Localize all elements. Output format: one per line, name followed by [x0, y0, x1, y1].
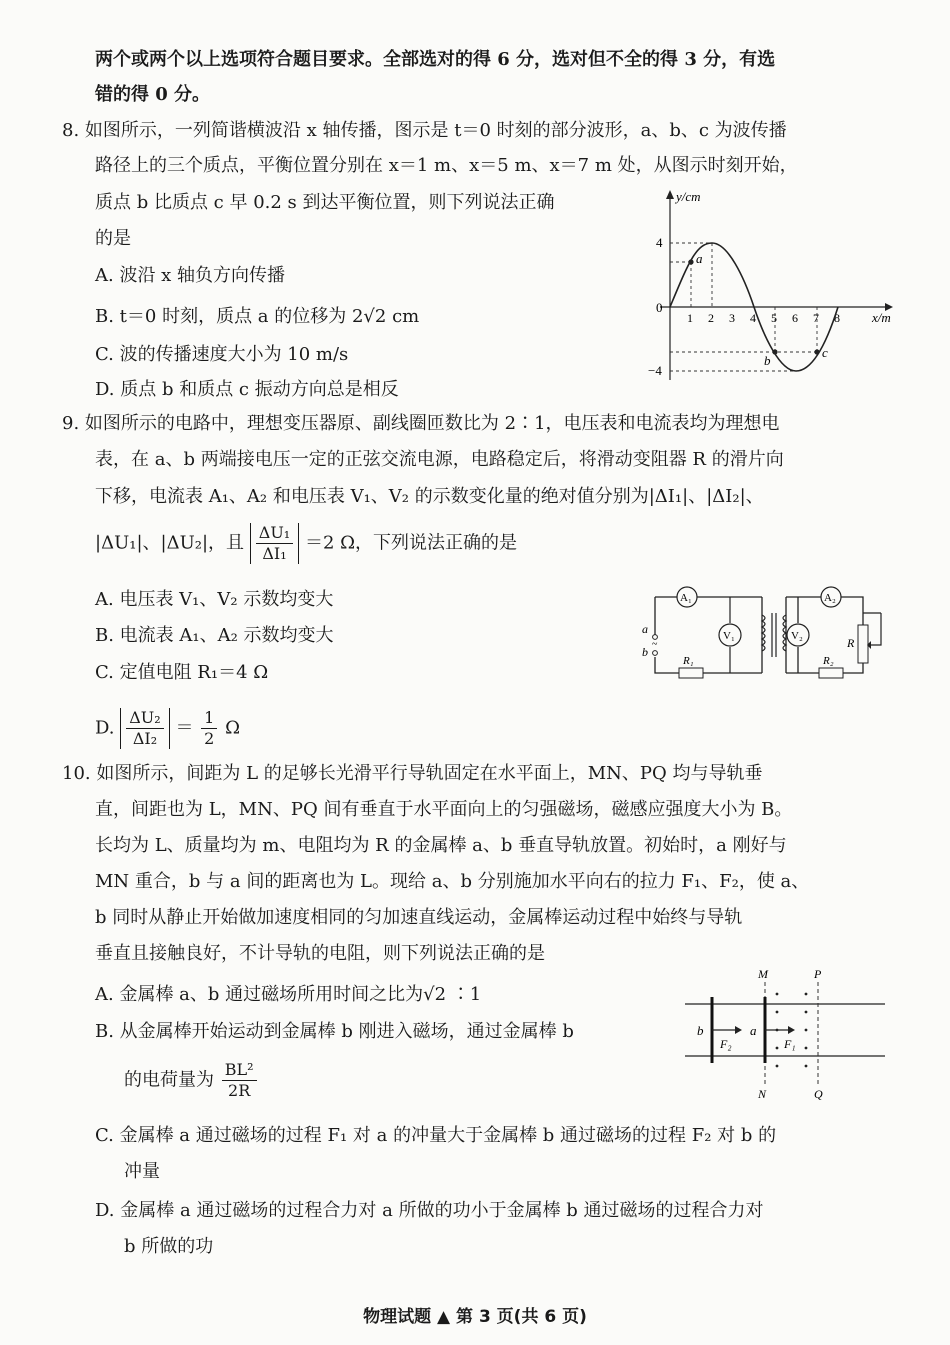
q8-wave-graph: [640, 185, 900, 390]
y-axis-arrow: [666, 190, 674, 199]
q9-stem-line4-prefix: |ΔU₁|、|ΔU₂|，且: [95, 532, 245, 554]
rod-b-label: b: [697, 1023, 704, 1038]
q10-b-den: 2R: [228, 1081, 251, 1100]
q10-option-b-line1: B. 从金属棒开始运动到金属棒 b 刚进入磁场，通过金属棒 b: [95, 1021, 574, 1042]
x-tick-6: 6: [792, 311, 798, 325]
rheostat-r: [858, 625, 868, 663]
voltmeter-v2-label: V₂: [791, 630, 803, 642]
q10-stem-line2: 直，间距也为 L，MN、PQ 间有垂直于水平面向上的匀强磁场，磁感应强度大小为 B。: [95, 799, 793, 820]
q9-d-eq: ＝: [175, 717, 194, 739]
q10-option-c-line1: C. 金属棒 a 通过磁场的过程 F₁ 对 a 的冲量大于金属棒 b 通过磁场的过程 F₂ 对 b 的: [95, 1125, 777, 1146]
particle-a-label: a: [696, 251, 703, 266]
y-tick-4: 4: [656, 235, 663, 250]
resistor-r1-label: R₁: [683, 655, 694, 667]
q9-stem-line2: 表，在 a、b 两端接电压一定的正弦交流电源，电路稳定后，将滑动变阻器 R 的滑片向: [95, 449, 784, 470]
q10-option-a: A. 金属棒 a、b 通过磁场所用时间之比为√2 ∶1: [95, 984, 482, 1005]
q9-circuit-diagram: [635, 585, 890, 700]
x-tick-5: 5: [771, 311, 777, 325]
q10-stem-line5: b 同时从静止开始做加速度相同的匀加速直线运动，金属棒运动过程中始终与导轨: [95, 907, 743, 928]
q10-option-d-line1: D. 金属棒 a 通过磁场的过程合力对 a 所做的功小于金属棒 b 通过磁场的过程合力对: [95, 1200, 764, 1221]
x-tick-4: 4: [750, 311, 756, 325]
particle-c-label: c: [822, 345, 828, 360]
ammeter-a1-label: A₁: [680, 592, 692, 604]
ammeter-a2-label: A₂: [824, 592, 836, 604]
resistor-r2-label: R₂: [823, 655, 834, 667]
rheostat-r-label: R: [847, 636, 855, 650]
q9-stem-line4-suffix: ＝2 Ω，下列说法正确的是: [304, 532, 518, 554]
y-axis-label: y/cm: [676, 189, 701, 204]
ac-source-symbol: ~: [652, 639, 658, 650]
resistor-r1: [679, 668, 703, 678]
q8-stem-line4: 的是: [95, 228, 131, 249]
terminal-a-label: a: [642, 622, 648, 636]
primary-wire: [655, 597, 762, 673]
q10-stem-line6: 垂直且接触良好，不计导轨的电阻，则下列说法正确的是: [95, 943, 545, 964]
q9-d-num: ΔU₂: [126, 708, 163, 729]
q10-b-num: BL²: [222, 1060, 257, 1081]
q9-frac-num: ΔU₁: [256, 523, 293, 544]
q8-option-a: A. 波沿 x 轴负方向传播: [95, 265, 286, 286]
force-f1-label: F₁: [784, 1037, 796, 1051]
particle-a: [688, 259, 693, 264]
q10-stem-line4: MN 重合，b 与 a 间的距离也为 L。现给 a、b 分别施加水平向右的拉力 F₁、F₂，使 a、: [95, 871, 810, 892]
q10-option-b-prefix: 的电荷量为: [124, 1069, 214, 1091]
q10-stem-line3: 长均为 L、质量均为 m、电阻均为 R 的金属棒 a、b 垂直导轨放置。初始时，a 刚好与: [95, 835, 787, 856]
q9-d-rden: 2: [204, 729, 215, 748]
resistor-r2: [819, 668, 843, 678]
q8-option-b: B. t＝0 时刻，质点 a 的位移为 2√2 cm: [95, 306, 420, 327]
q8-option-c: C. 波的传播速度大小为 10 m/s: [95, 344, 349, 365]
x-tick-7: 7: [813, 311, 819, 325]
section-instructions-line1: 两个或两个以上选项符合题目要求。全部选对的得 6 分，选对但不全的得 3 分，有选: [95, 49, 776, 70]
y-tick-minus4: −4: [648, 363, 662, 378]
label-n: N: [758, 1087, 767, 1101]
terminal-b: [653, 651, 658, 656]
section-instructions-line2: 错的得 0 分。: [95, 84, 211, 105]
label-q: Q: [814, 1087, 823, 1101]
label-p: P: [814, 967, 822, 981]
primary-coil: [762, 615, 765, 651]
q8-stem-line1: 8. 如图所示，一列简谐横波沿 x 轴传播，图示是 t＝0 时刻的部分波形，a、b、c 为波传播: [62, 120, 787, 141]
particle-c: [814, 349, 819, 354]
q9-option-a: A. 电压表 V₁、V₂ 示数均变大: [95, 589, 334, 610]
x-tick-3: 3: [729, 311, 735, 325]
x-tick-1: 1: [687, 311, 693, 325]
rheostat-slider: [871, 613, 881, 645]
x-tick-2: 2: [708, 311, 714, 325]
q9-option-d: [95, 708, 240, 749]
q8-stem-line3: 质点 b 比质点 c 早 0.2 s 到达平衡位置，则下列说法正确: [95, 192, 555, 213]
q10-rail-diagram: [680, 962, 890, 1107]
q9-stem-line3: 下移，电流表 A₁、A₂ 和电压表 V₁、V₂ 的示数变化量的绝对值分别为|ΔI₁|、|ΔI₂|、: [95, 486, 764, 507]
q8-option-d: D. 质点 b 和质点 c 振动方向总是相反: [95, 379, 399, 400]
voltmeter-v1-label: V₁: [723, 630, 735, 642]
q9-option-b: B. 电流表 A₁、A₂ 示数均变大: [95, 625, 334, 646]
y-tick-0: 0: [656, 300, 663, 315]
particle-b-label: b: [764, 353, 771, 368]
x-tick-8: 8: [834, 311, 840, 325]
rod-a-label: a: [750, 1023, 757, 1038]
q10-option-d-line2: b 所做的功: [124, 1236, 214, 1257]
q9-option-c: C. 定值电阻 R₁＝4 Ω: [95, 662, 269, 683]
q9-d-rnum: 1: [201, 708, 217, 729]
q10-stem-line1: 10. 如图所示，间距为 L 的足够长光滑平行导轨固定在水平面上，MN、PQ 均与导轨垂: [62, 763, 763, 784]
q9-frac-den: ΔI₁: [262, 544, 287, 563]
q9-stem-fraction: [250, 523, 299, 564]
q9-d-unit: Ω: [225, 717, 241, 739]
q9-option-d-prefix: D.: [95, 717, 115, 739]
terminal-b-label: b: [642, 645, 648, 659]
q10-option-c-line2: 冲量: [124, 1161, 160, 1182]
x-axis-label: x/m: [872, 310, 891, 325]
q10-option-b-line2: [124, 1060, 259, 1101]
q8-stem-line2: 路径上的三个质点，平衡位置分别在 x＝1 m、x＝5 m、x＝7 m 处，从图示时刻开始，: [95, 155, 798, 176]
page-footer: 物理试题 ▲ 第 3 页(共 6 页): [363, 1307, 587, 1327]
q9-stem-line4: [95, 523, 517, 564]
particle-b: [772, 349, 777, 354]
q9-stem-line1: 9. 如图所示的电路中，理想变压器原、副线圈匝数比为 2∶1，电压表和电流表均为理想电: [62, 413, 780, 434]
q9-d-den: ΔI₂: [132, 729, 158, 748]
label-m: M: [758, 967, 768, 981]
force-f2-label: F₂: [720, 1037, 732, 1051]
